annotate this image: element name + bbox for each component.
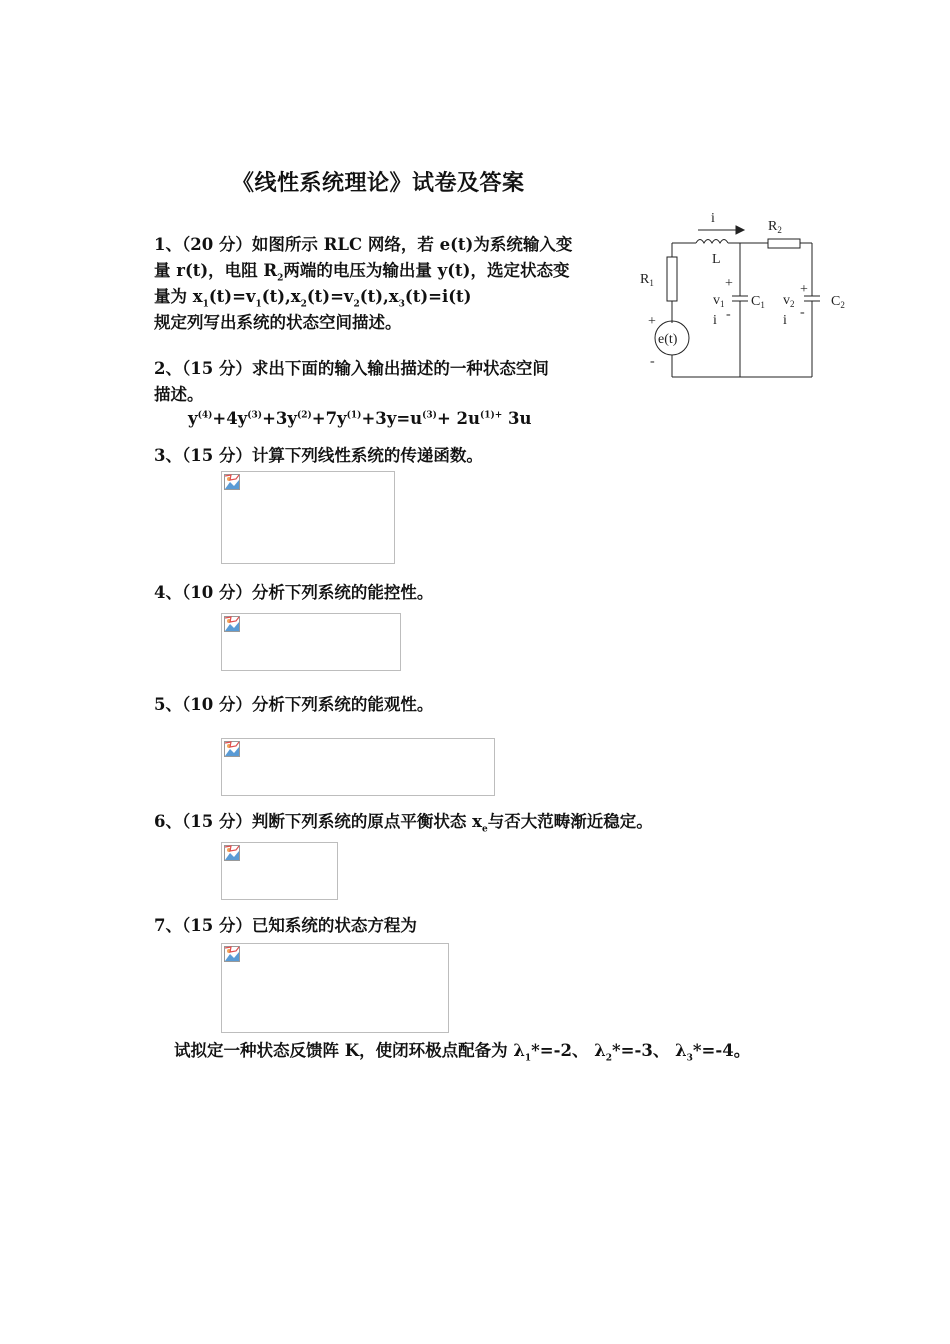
q6-text-a: 6、（15 分）判断下列系统的原点平衡状态 x [154, 812, 483, 831]
eq-part: +4y [212, 409, 248, 428]
broken-image-icon [224, 616, 240, 632]
q7-sub-3: 3 [686, 1053, 693, 1064]
label-l: L [712, 252, 721, 267]
label-c1-sub: 1 [760, 300, 765, 310]
label-c2-plus: + [800, 282, 808, 297]
label-source: e(t) [658, 332, 678, 347]
label-i2: i [783, 313, 787, 328]
label-v2-sub: 2 [790, 299, 795, 309]
q7-sub-1: 1 [524, 1053, 532, 1064]
eq-sup: (3) [422, 410, 437, 421]
broken-image-icon [224, 946, 240, 962]
q1-line2-sub: 2 [277, 273, 284, 284]
q2-equation [188, 406, 532, 432]
rlc-circuit-diagram [632, 205, 854, 385]
broken-image-icon [224, 741, 240, 757]
eq-part: 3u [502, 409, 532, 428]
q1-line3-f: (t)=i(t) [404, 287, 472, 306]
q7-image-placeholder [221, 943, 449, 1033]
q1-line2-text-b: 两端的电压为输出量 y(t)，选定状态变 [283, 261, 570, 280]
q7-tail-c: *=-3、 λ [612, 1041, 687, 1060]
label-v1 [713, 293, 725, 309]
label-i1: i [713, 313, 717, 328]
question-5: 5、（10 分）分析下列系统的能观性。 [154, 695, 434, 714]
q1-line3 [154, 284, 572, 310]
q1-line3-a: 量为 x [154, 287, 203, 306]
eq-part: + 2u [436, 409, 480, 428]
label-source-plus: + [648, 314, 656, 329]
question-4: 4、（10 分）分析下列系统的能控性。 [154, 583, 434, 602]
label-r2-sub: 2 [777, 225, 782, 235]
q1-line3-e: (t),x [359, 287, 399, 306]
q1-line3-b: (t)=v [208, 287, 256, 306]
q1-line1: 1、（20 分）如图所示 RLC 网络，若 e(t)为系统输入变 [154, 235, 573, 254]
eq-part: +3y [262, 409, 297, 428]
label-c1 [751, 294, 765, 310]
q7-tail-b: *=-2、 λ [531, 1041, 606, 1060]
question-1 [154, 232, 572, 336]
label-c1-main: C [751, 294, 761, 309]
eq-sup: (2) [296, 410, 312, 421]
label-v2 [783, 293, 795, 309]
q6-image-placeholder [221, 842, 338, 900]
label-v1-sub: 1 [720, 299, 725, 309]
eq-part: y [188, 409, 198, 428]
q6-sub: e [482, 824, 488, 835]
question-7: 7、（15 分）已知系统的状态方程为 [154, 916, 417, 935]
q1-line3-s3: 2 [300, 299, 307, 310]
label-source-minus: - [650, 354, 655, 369]
q1-line4: 规定列写出系统的状态空间描述。 [154, 313, 402, 332]
label-current-i: i [711, 211, 715, 226]
q1-line3-c: (t),x [261, 287, 301, 306]
q7-tail-d: *=-4。 [692, 1041, 751, 1060]
q2-line1: 2、（15 分）求出下面的输入输出描述的一种状态空间 [154, 359, 549, 378]
label-r2-main: R [768, 219, 778, 234]
eq-part: +3y=u [361, 409, 423, 428]
label-c2-sub: 2 [840, 300, 845, 310]
q6-text-b: 与否大范畴渐近稳定。 [487, 812, 653, 831]
label-c2-main: C [831, 294, 841, 309]
broken-image-icon [224, 845, 240, 861]
q4-image-placeholder [221, 613, 401, 671]
q1-line3-s4: 2 [353, 299, 360, 310]
label-c2 [831, 294, 845, 310]
q1-line3-d: (t)=v [306, 287, 354, 306]
label-r1 [640, 272, 654, 288]
broken-image-icon [224, 474, 240, 490]
label-c1-minus: - [726, 307, 731, 322]
question-2 [154, 356, 549, 408]
q3-image-placeholder [221, 471, 395, 564]
q1-line3-s5: 3 [398, 299, 405, 310]
label-r1-sub: 1 [649, 278, 654, 288]
eq-part: +7y [311, 409, 347, 428]
eq-sup: (4) [197, 410, 213, 421]
q5-image-placeholder [221, 738, 495, 796]
q1-line2-text: 量 r(t)，电阻 R [154, 261, 278, 280]
q7-tail-a: 试拟定一种状态反馈阵 K，使闭环极点配备为 λ [174, 1041, 525, 1060]
q7-feedback-text [174, 1038, 750, 1064]
q7-sub-2: 2 [605, 1053, 613, 1064]
label-c2-minus: - [800, 305, 805, 320]
eq-sup: (1) [346, 410, 362, 421]
q1-line3-s2: 1 [255, 299, 262, 310]
eq-sup: (3) [247, 410, 263, 421]
q2-line2: 描述。 [154, 385, 204, 404]
label-r1-main: R [640, 272, 650, 287]
label-r2 [768, 219, 782, 235]
q1-line2 [154, 258, 572, 284]
label-v2-main: v [783, 293, 790, 308]
q1-line3-s1: 1 [202, 299, 209, 310]
question-6 [154, 809, 653, 835]
label-v1-main: v [713, 293, 720, 308]
question-3: 3、（15 分）计算下列线性系统的传递函数。 [154, 446, 483, 465]
label-c1-plus: + [725, 276, 733, 291]
eq-sup: (1)+ [479, 410, 503, 421]
page-title: 《线性系统理论》试卷及答案 [232, 170, 525, 196]
